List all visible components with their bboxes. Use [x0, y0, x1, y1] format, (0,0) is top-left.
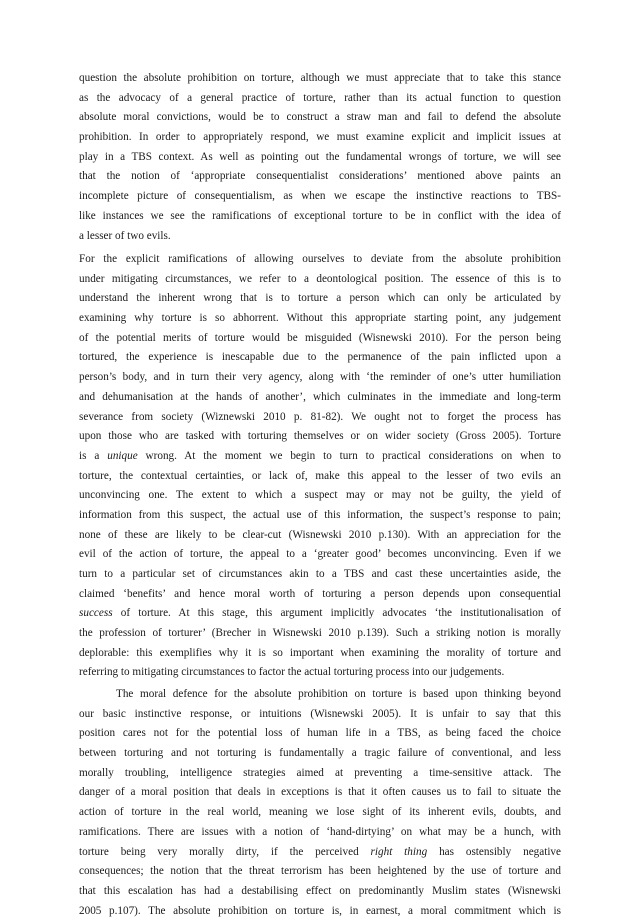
text-line: like instances we see the ramifications of exceptional torture to be in conflict with the idea of: [79, 209, 561, 222]
text-line: action of torture in the real world, meaning we lose sight of its inherent evils, doubts, and: [79, 806, 561, 819]
text-line: tortured, the experience is inescapable due to the permanence of the pain inflicted upon a: [79, 351, 561, 364]
text-line: The moral defence for the absolute prohibition on torture is based upon thinking beyond: [116, 688, 561, 700]
text-line: ramifications. There are issues with a notion of ‘hand-dirtying’ on what may be a hunch, with: [79, 825, 561, 838]
text-line: is a unique wrong. At the moment we begin to turn to practical considerations on when to: [79, 449, 561, 462]
text-line: For the explicit ramifications of allowing ourselves to deviate from the absolute prohibition: [79, 253, 561, 265]
text-line: unconvincing one. The extent to which a suspect may or may not be guilty, the yield of: [79, 489, 561, 502]
text-line: the profession of torturer’ (Brecher in Wisnewski 2010 p.139). Such a striking notion is morally: [79, 627, 561, 640]
text-line: as the advocacy of a general practice of torture, rather than its actual function to question: [79, 91, 561, 104]
paragraph-moral-defence: [79, 685, 561, 921]
text-line: morally troubling, intelligence strategies aimed at preventing a time-sensitive attack. The: [79, 766, 561, 779]
text-line: torture, the contextual certainties, or lack of, make this appeal to the lesser of two evils an: [79, 469, 561, 482]
text-line: danger of a moral position that deals in exceptions is that it often causes us to fail to situate the: [79, 786, 561, 799]
text-line: information from this suspect, the actual use of this information, the suspect’s response to pain;: [79, 508, 561, 521]
paragraph-explicit-ramifications: [79, 250, 561, 683]
text-line: that the notion of ‘appropriate consequentialist considerations’ mentioned above paints an: [79, 170, 561, 183]
text-line: question the absolute prohibition on torture, although we must appreciate that to take this stance: [79, 72, 561, 84]
text-line: position cares not for the potential loss of human life in a TBS, as being faced the choice: [79, 727, 561, 740]
text-line: success of torture. At this stage, this argument implicitly advocates ‘the institutionalisation of: [79, 607, 561, 620]
text-line: examining why torture is so abhorrent. Without this appropriate starting point, any judgement: [79, 312, 561, 325]
text-line: referring to mitigating circumstances to factor the actual torturing process into our judgements.: [79, 666, 505, 679]
text-line: of the potential merits of torture would be misguided (Wisnewski 2010). For the person being: [79, 331, 561, 344]
text-line: claimed ‘benefits’ and hence moral worth of torturing a person depends upon consequential: [79, 587, 561, 600]
text-line: prohibition. In order to appropriately respond, we must examine explicit and implicit issues at: [79, 131, 561, 144]
text-line: severance from society (Wiznewski 2010 p. 81-82). We ought not to forget the process has: [79, 410, 561, 423]
text-line: that this escalation has had a destabilising effect on predominantly Muslim states (Wisnewski: [79, 884, 561, 897]
text-line: understand the inherent wrong that is to torture a person which can only be articulated by: [79, 292, 561, 305]
text-line: and dehumanisation at the hands of another’, which culminates in the immediate and long-term: [79, 390, 561, 403]
text-line: incomplete picture of consequentialism, as when we escape the instinctive reactions to TBS-: [79, 190, 561, 203]
text-line: absolute moral convictions, would be to construct a straw man and fail to defend the absolute: [79, 111, 561, 124]
text-line: a lesser of two evils.: [79, 229, 171, 242]
text-line: consequences; the notion that the threat terrorism has been heightened by the use of torture and: [79, 865, 561, 878]
text-line: our basic instinctive response, or intuitions (Wisnewski 2005). It is unfair to say that this: [79, 707, 561, 720]
text-line: evil of the action of torture, the appeal to a ‘greater good’ becomes unconvincing. Even if we: [79, 548, 561, 561]
text-line: person’s body, and in turn their very agency, along with ‘the reminder of one’s utter humiliation: [79, 371, 561, 384]
text-line: under mitigating circumstances, we refer to a deontological position. The essence of this is to: [79, 272, 561, 285]
text-line: turn to a particular set of circumstances akin to a TBS and cast these uncertainties aside, the: [79, 568, 561, 580]
text-line: upon those who are tasked with torturing themselves or on wider society (Gross 2005). Torture: [79, 430, 561, 443]
text-line: between torturing and not torturing is fundamentally a tragic failure of conventional, and less: [79, 747, 561, 760]
text-line: 2005 p.107). The absolute prohibition on torture is, in earnest, a moral commitment which is: [79, 904, 561, 917]
text-line: deplorable: this exemplifies why it is so important when examining the morality of torture and: [79, 646, 561, 659]
paragraph-torture-prohibition-intro: [79, 69, 561, 246]
text-line: torture being very morally dirty, if the perceived right thing has ostensibly negative: [79, 845, 561, 858]
text-line: none of these are likely to be clear-cut (Wisnewski 2010 p.130). With an appreciation for the: [79, 528, 561, 541]
text-line: play in a TBS context. As well as pointing out the fundamental wrongs of torture, we will see: [79, 150, 561, 163]
